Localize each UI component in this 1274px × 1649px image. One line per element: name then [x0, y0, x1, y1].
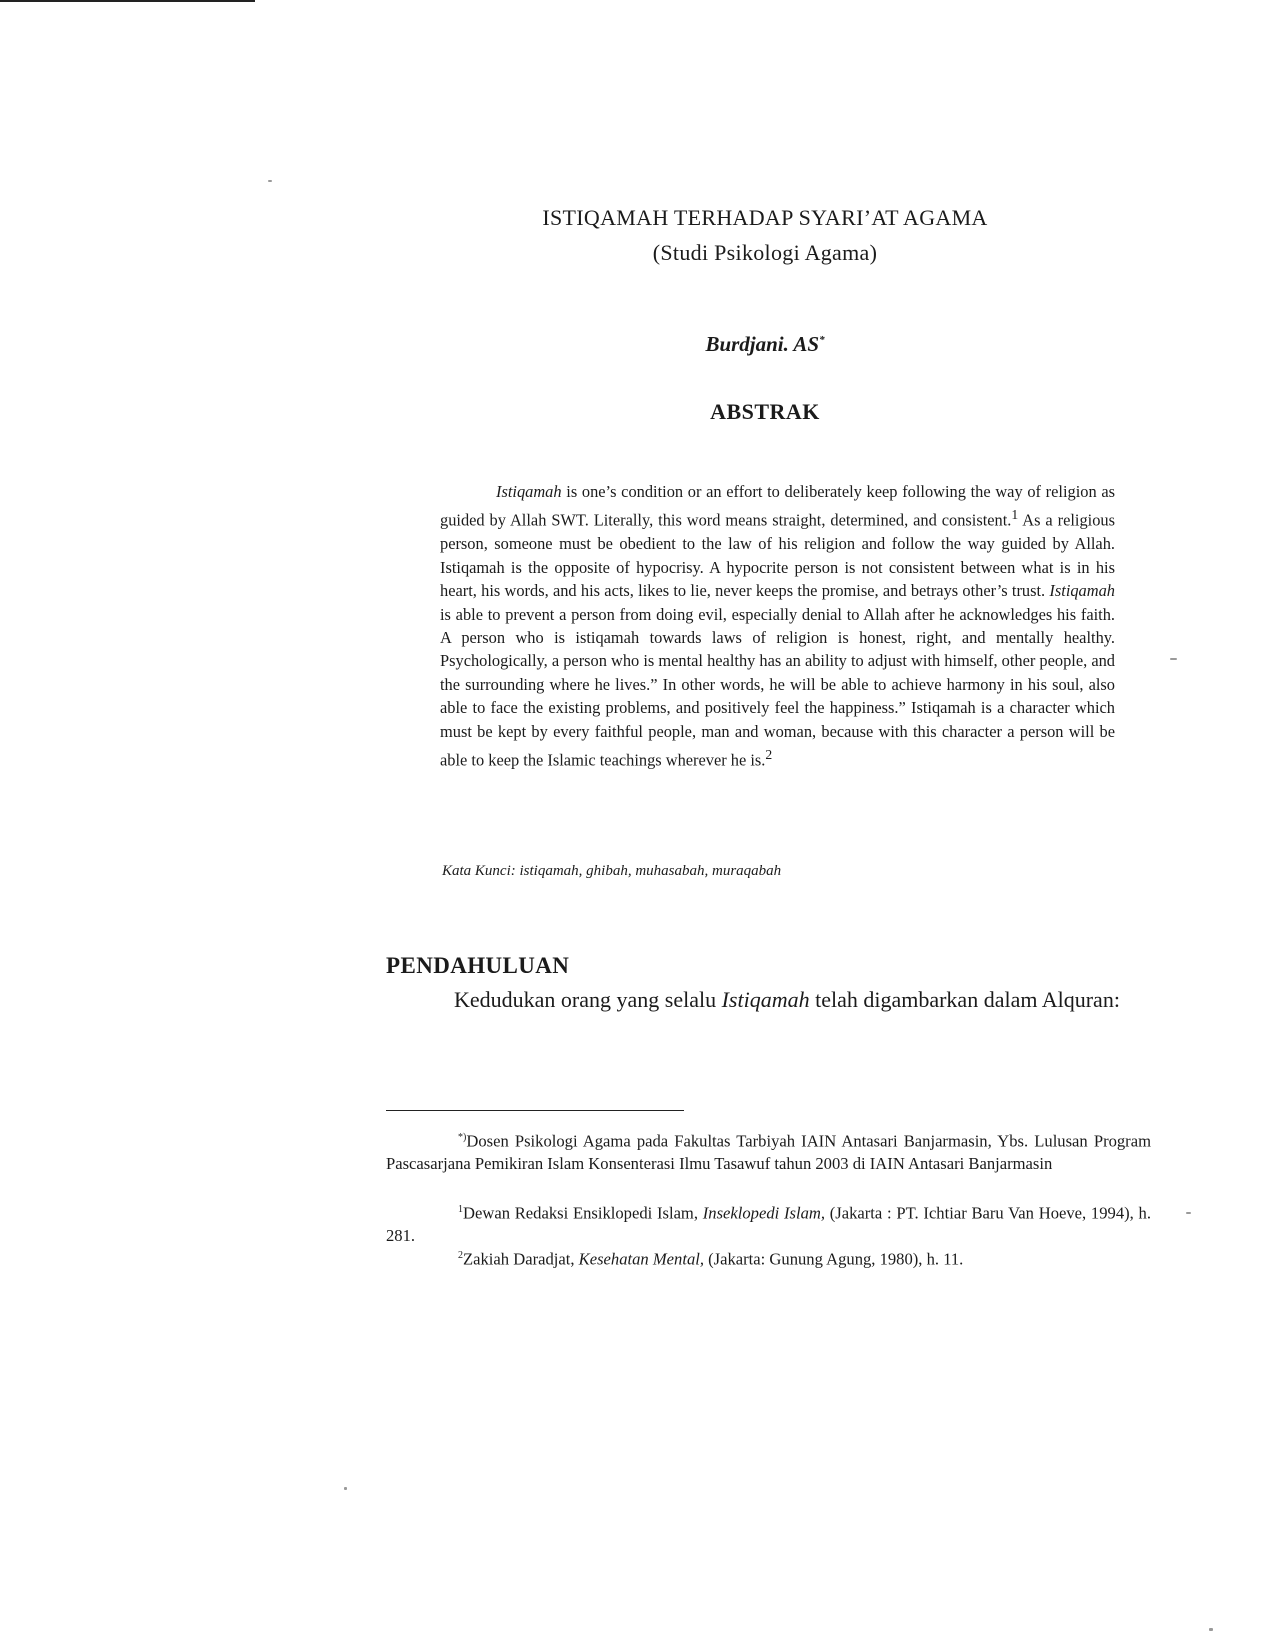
scan-speck [268, 180, 272, 182]
abstract-term-2: Istiqamah [1049, 581, 1115, 601]
abstract-heading: ABSTRAK [710, 399, 820, 424]
scan-speck [344, 1487, 347, 1490]
scan-speck [1209, 1628, 1213, 1631]
introduction-paragraph [386, 986, 1151, 1014]
page-subtitle: (Studi Psikologi Agama) [652, 240, 878, 265]
footnote-author [386, 1127, 1151, 1175]
scan-speck [1170, 658, 1177, 660]
footnote-book-title: Kesehatan Mental, [578, 1249, 704, 1269]
author-footnote-mark: * [819, 334, 825, 346]
intro-term: Istiqamah [721, 987, 810, 1012]
scan-edge-line [0, 0, 255, 2]
footnote-text: (Jakarta : PT. Ichtiar Baru Van Hoeve, 1994), h. 281. [386, 1203, 1151, 1245]
footnote-book-title: Inseklopedi Islam, [702, 1203, 826, 1223]
intro-text-after: telah digambarkan dalam Alquran: [809, 987, 1120, 1012]
footnote-1 [386, 1199, 1151, 1247]
footnote-mark: *) [458, 1132, 467, 1143]
intro-text-before: Kedudukan orang yang selalu [454, 987, 722, 1012]
abstract-text-2: As a religious person, someone must be obedient to the law of his religion and follow the way guided by Allah. Istiqamah is the opposite of hypocrisy. A hypocrite person is not consistent between what is in his heart, his words, and his acts, likes to lie, never keeps the promise, and betrays other’s trust. [440, 510, 1115, 601]
footnote-text: Dewan Redaksi Ensiklopedi Islam, [463, 1203, 703, 1223]
footnote-text: Zakiah Daradjat, [463, 1249, 579, 1269]
author-name-text: Burdjani. AS [705, 332, 820, 356]
footnote-2 [386, 1245, 1151, 1271]
abstract-paragraph [440, 480, 1115, 772]
abstract-text-3: is able to prevent a person from doing evil, especially denial to Allah after he acknowledges his faith. A person who is istiqamah towards laws of religion is honest, right, and mentally healthy. Psychologically, a person who is mental healthy has an ability to adjust with himself, other people, and the surrounding where he lives.” In other words, he will be able to achieve harmony in his soul, also able to face the existing problems, and positively feel the happiness.” Istiqamah is a character which must be kept by every faithful people, man and woman, because with this character a person will be able to keep the Islamic teachings wherever he is. [440, 604, 1115, 770]
footnote-divider [386, 1110, 684, 1111]
scan-speck [1186, 1212, 1191, 1214]
abstract-term: Istiqamah [496, 482, 562, 501]
footnote-mark: 2 [458, 1250, 463, 1261]
author-name [440, 332, 1090, 357]
footnote-ref-2: 2 [765, 746, 773, 762]
keywords: Kata Kunci: istiqamah, ghibah, muhasabah, muraqabah [442, 863, 782, 879]
footnote-text: Dosen Psikologi Agama pada Fakultas Tarbiyah IAIN Antasari Banjarmasin, Ybs. Lulusan Program Pascasarjana Pemikiran Islam Konsenterasi Ilmu Tasawuf tahun 2003 di IAIN Antasari Banjarmasin [386, 1131, 1151, 1173]
footnote-mark: 1 [458, 1204, 463, 1215]
footnote-text: (Jakarta: Gunung Agung, 1980), h. 11. [704, 1249, 964, 1269]
page-title: ISTIQAMAH TERHADAP SYARI’AT AGAMA [542, 205, 988, 230]
abstract-text-1: is one’s condition or an effort to deliberately keep following the way of religion as guided by Allah SWT. Literally, this word means straight, determined, and consistent. [440, 482, 1115, 530]
footnote-ref-1: 1 [1011, 507, 1019, 523]
section-heading-introduction: PENDAHULUAN [386, 953, 570, 978]
